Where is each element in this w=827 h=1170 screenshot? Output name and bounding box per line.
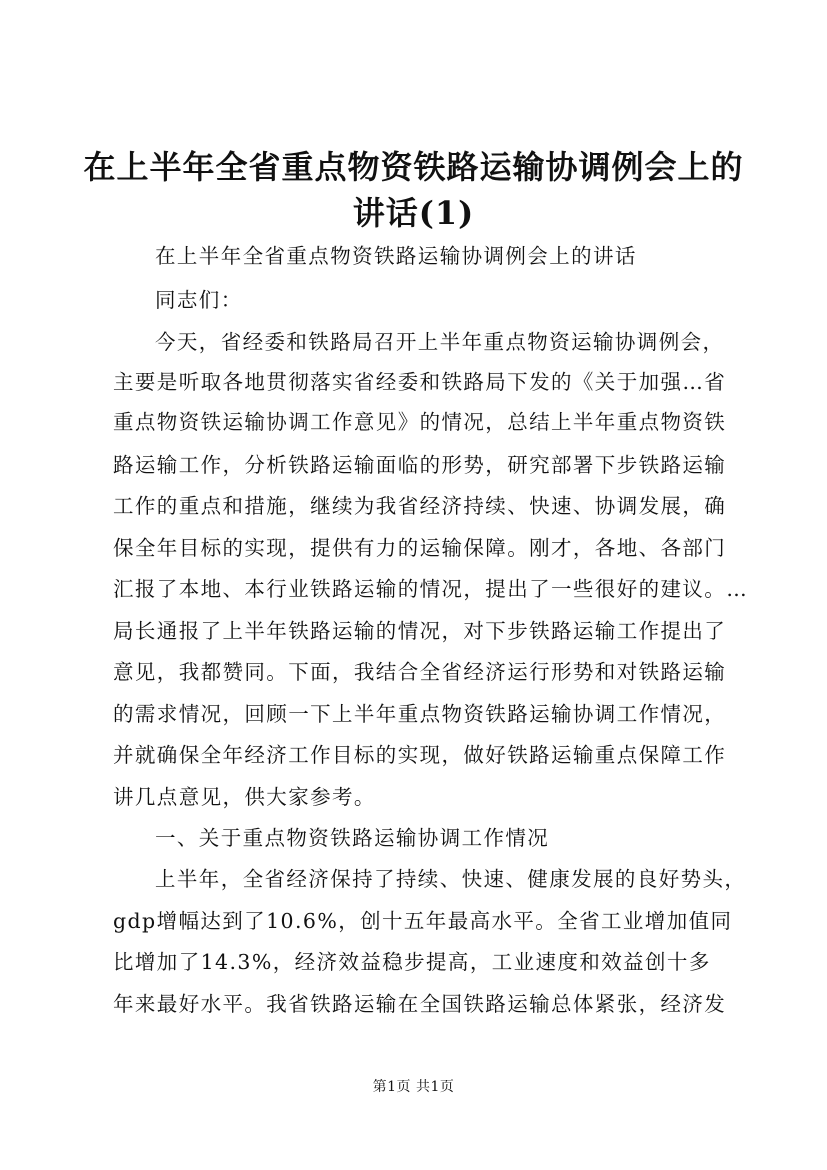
document-title-line-2: 讲话(1) <box>352 194 475 232</box>
document-title-line-1: 在上半年全省重点物资铁路运输协调例会上的 <box>83 148 744 186</box>
body-line: 路运输工作，分析铁路运输面临的形势，研究部署下步铁路运输 <box>113 453 727 477</box>
section-heading: 一、关于重点物资铁路运输协调工作情况 <box>155 826 550 850</box>
body-line: 主要是听取各地贯彻落实省经委和铁路局下发的《关于加强…省 <box>113 370 727 394</box>
body-line: 的需求情况，回顾一下上半年重点物资铁路运输协调工作情况， <box>113 702 727 726</box>
body-line: 并就确保全年经济工作目标的实现，做好铁路运输重点保障工作 <box>113 743 727 767</box>
salutation-line: 同志们： <box>155 288 243 312</box>
body-line: 重点物资铁运输协调工作意见》的情况，总结上半年重点物资铁 <box>113 410 727 434</box>
body-line: 汇报了本地、本行业铁路运输的情况，提出了一些很好的建议。… <box>113 577 749 601</box>
body-line: 比增加了14.3%，经济效益稳步提高，工业速度和效益创十多 <box>113 950 711 974</box>
body-line: 意见，我都赞同。下面，我结合全省经济运行形势和对铁路运输 <box>113 660 727 684</box>
page-number-footer: 第1页 共1页 <box>372 1079 455 1095</box>
subtitle-line: 在上半年全省重点物资铁路运输协调例会上的讲话 <box>155 244 637 268</box>
body-line: 局长通报了上半年铁路运输的情况，对下步铁路运输工作提出了 <box>113 619 727 643</box>
body-line: gdp增幅达到了10.6%，创十五年最高水平。全省工业增加值同 <box>113 909 733 933</box>
body-line: 保全年目标的实现，提供有力的运输保障。刚才，各地、各部门 <box>113 536 727 560</box>
body-line: 年来最好水平。我省铁路运输在全国铁路运输总体紧张，经济发 <box>113 992 727 1016</box>
body-line: 讲几点意见，供大家参考。 <box>113 785 376 809</box>
body-line: 工作的重点和措施，继续为我省经济持续、快速、协调发展，确 <box>113 494 727 518</box>
body-line: 上半年，全省经济保持了持续、快速、健康发展的良好势头， <box>155 867 747 891</box>
body-line: 今天，省经委和铁路局召开上半年重点物资运输协调例会， <box>155 330 725 354</box>
